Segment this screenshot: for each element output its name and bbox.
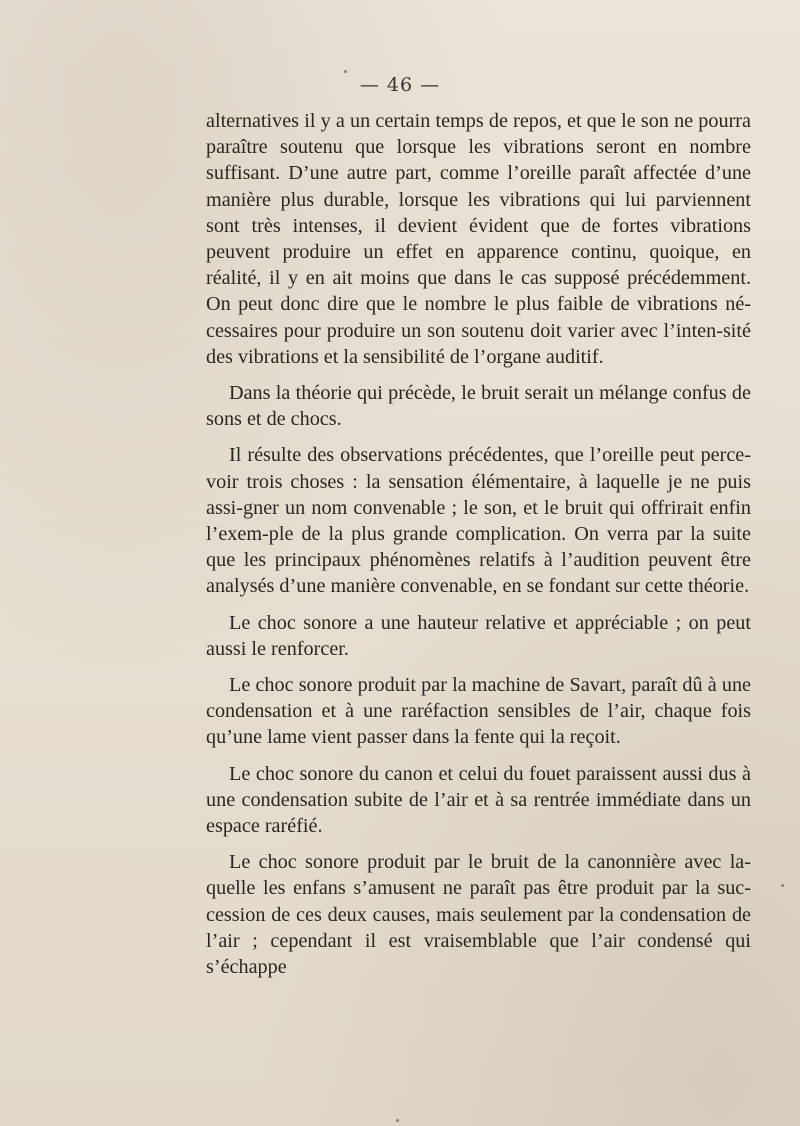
paragraph-5: Le choc sonore produit par la machine de Savart, paraît dû à une condensation et à une raréfaction sensibles de l’air, chaque fois qu’une lame vient passer dans la fente qui la reçoit. [206,674,751,749]
paragraph-2: Dans la théorie qui précède, le bruit serait un mélange confus de sons et de chocs. [206,382,751,431]
paper-speck [344,70,347,73]
paragraph-1: alternatives il y a un certain temps de repos, et que le son ne pourra paraître soutenu que lorsque les vibrations seront en nombre suffisant. D’une autre part, comme l’oreille paraît affectée d’une manière plus durable, lorsque les vibrations qui lui parviennent sont très intenses, il devient évident que de fortes vibrations peuvent produire un effet en apparence continu, quoique, en réalité, il y en ait moins que dans le cas supposé précédemment. On peut donc dire que le nombre le plus faible de vibrations né-cessaires pour produire un son soutenu doit varier avec l’inten-sité des vibrations et la sensibilité de l’organe auditif. [206,110,751,368]
paper-speck [781,884,784,887]
body-text [206,108,751,990]
paper-speck [396,1119,399,1122]
paragraph-4: Le choc sonore a une hauteur relative et appréciable ; on peut aussi le renforcer. [206,611,751,660]
paragraph-3: Il résulte des observations précédentes, que l’oreille peut perce-voir trois choses : la sensation élémentaire, à laquelle je ne puis assi-gner un nom convenable ; le son, et le bruit qui offrirait enfin l’exem-ple de la plus grande complication. On verra par la suite que les principaux phénomènes relatifs à l’audition peuvent être analysés d’une manière convenable, en se fondant sur cette théorie. [206,444,751,598]
paragraph-7: Le choc sonore produit par le bruit de la canonnière avec la-quelle les enfans s’amusent ne paraît pas être produit par la suc-cession de ces deux causes, mais seulement par la condensation de l’air ; cependant il est vraisemblable que l’air condensé qui s’échappe [206,851,751,979]
paragraph-6: Le choc sonore du canon et celui du fouet paraissent aussi dus à une condensation subite de l’air et à sa rentrée immédiate dans un espace raréfié. [206,762,751,838]
page-number: — 46 — [359,74,441,96]
